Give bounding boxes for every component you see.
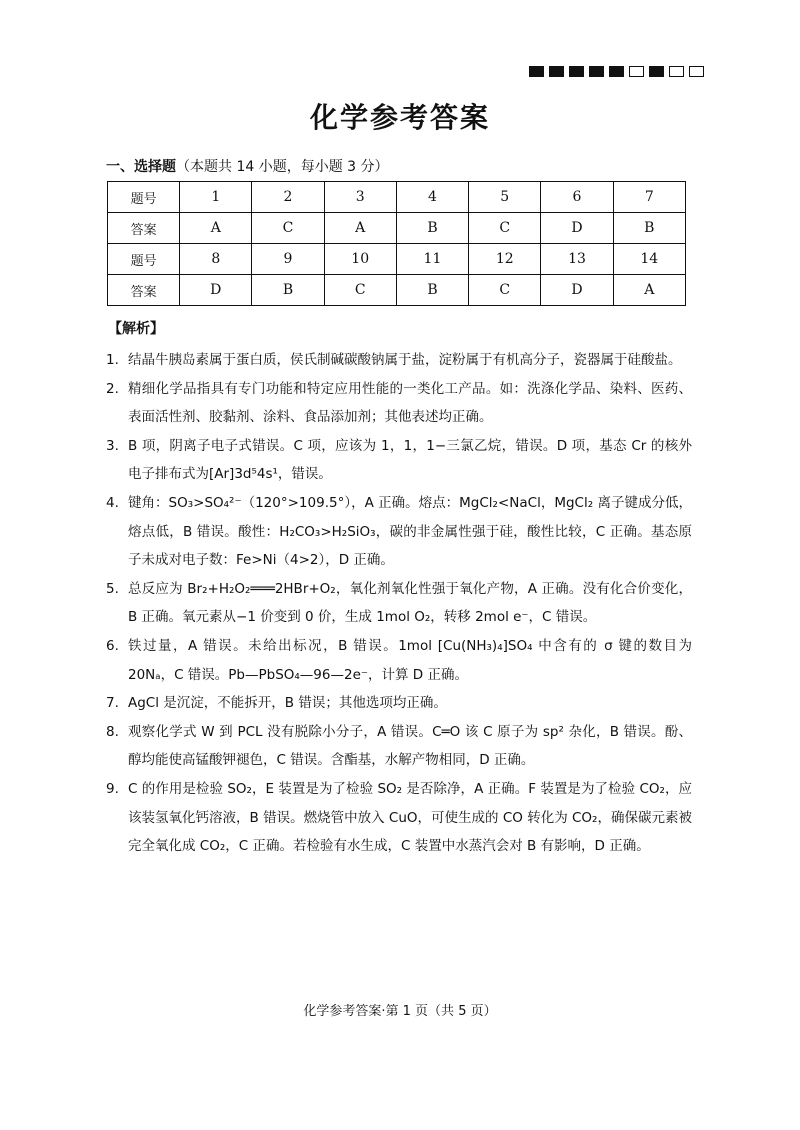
table-cell: 5 (469, 182, 541, 213)
table-cell: 14 (613, 244, 685, 275)
header-mark (569, 66, 584, 77)
table-cell: C (324, 275, 396, 306)
table-cell: A (324, 213, 396, 244)
analysis-item-text: 键角：SO₃>SO₄²⁻（120°>109.5°），A 正确。熔点：MgCl₂<NaCl，MgCl₂ 离子键成分低，熔点低，B 错误。酸性：H₂CO₃>H₂SiO₃，碳的非金属性强于硅，酸性比较，C 正确。基态原子未成对电子数：Fe>Ni（4>2），D 正确。 (128, 494, 692, 569)
analysis-item (106, 689, 692, 718)
header-mark (669, 66, 684, 77)
table-cell: 12 (469, 244, 541, 275)
analysis-item-text: 总反应为 Br₂+H₂O₂═══2HBr+O₂，氧化剂氧化性强于氧化产物，A 正确。没有化合价变化，B 正确。氧元素从−1 价变到 0 价，生成 1mol O₂，转移 2mol e⁻，C 错误。 (128, 580, 692, 626)
analysis-item-number: 3. (106, 437, 119, 454)
table-cell: D (180, 275, 252, 306)
page-footer: 化学参考答案·第 1 页（共 5 页） (303, 1004, 497, 1019)
row-label-cell: 答案 (108, 213, 180, 244)
table-cell: 13 (541, 244, 613, 275)
header-mark (629, 66, 644, 77)
header-mark (589, 66, 604, 77)
table-cell: 4 (396, 182, 468, 213)
analysis-item-number: 8. (106, 723, 119, 740)
header-marks (529, 66, 704, 77)
analysis-item-number: 4. (106, 494, 119, 511)
table-cell: 7 (613, 182, 685, 213)
table-cell: 2 (252, 182, 324, 213)
table-cell: B (396, 213, 468, 244)
table-cell: A (180, 213, 252, 244)
answer-table (107, 181, 686, 306)
row-label-cell: 题号 (108, 182, 180, 213)
table-cell: A (613, 275, 685, 306)
analysis-item (106, 489, 692, 575)
analysis-item-text: 精细化学品指具有专门功能和特定应用性能的一类化工产品。如：洗涤化学品、染料、医药、表面活性剂、胶黏剂、涂料、食品添加剂；其他表述均正确。 (128, 380, 692, 426)
analysis-item (106, 632, 692, 689)
analysis-item-number: 1. (106, 352, 119, 368)
analysis-item-text: C 的作用是检验 SO₂，E 装置是为了检验 SO₂ 是否除净，A 正确。F 装置是为了检验 CO₂，应该装氢氧化钙溶液，B 错误。燃烧管中放入 CuO，可使生成的 CO 转化为 CO₂，确保碳元素被完全氧化成 CO₂，C 正确。若检验有水生成，C 装置中水蒸汽会对 B 有影响，D 正确。 (128, 780, 692, 855)
analysis-item-text: 结晶牛胰岛素属于蛋白质，侯氏制碱碳酸钠属于盐，淀粉属于有机高分子，瓷器属于硅酸盐。 (128, 352, 682, 368)
analysis-item-text: 铁过量，A 错误。未给出标况，B 错误。1mol [Cu(NH₃)₄]SO₄ 中含有的 σ 键的数目为 20Nₐ，C 错误。Pb—PbSO₄—96—2e⁻，计算 D 正确。 (128, 637, 692, 683)
table-cell: 1 (180, 182, 252, 213)
analysis-item-number: 5. (106, 580, 119, 597)
analysis-item (106, 575, 692, 632)
header-mark (689, 66, 704, 77)
table-cell: C (469, 275, 541, 306)
analysis-item-text: AgCl 是沉淀，不能拆开，B 错误；其他选项均正确。 (128, 695, 447, 712)
analysis-item (106, 375, 692, 432)
analysis-item (106, 346, 692, 375)
analysis-item-number: 6. (106, 637, 119, 654)
analysis-item (106, 432, 692, 489)
table-cell: 6 (541, 182, 613, 213)
header-mark (549, 66, 564, 77)
analysis-item (106, 775, 692, 861)
analysis-item-text: B 项，阴离子电子式错误。C 项，应该为 1，1，1−三氯乙烷，错误。D 项，基态 Cr 的核外电子排布式为[Ar]3d⁵4s¹，错误。 (128, 437, 692, 483)
analysis-item-number: 9. (106, 780, 119, 797)
header-mark (529, 66, 544, 77)
analysis-item-number: 2. (106, 380, 119, 397)
row-label-cell: 答案 (108, 275, 180, 306)
table-cell: B (252, 275, 324, 306)
row-label-cell: 题号 (108, 244, 180, 275)
section-heading (106, 156, 389, 176)
analysis-list (106, 346, 692, 861)
table-cell: 11 (396, 244, 468, 275)
page-title: 化学参考答案 (309, 101, 490, 134)
table-row (108, 244, 686, 275)
table-cell: B (396, 275, 468, 306)
table-cell: 3 (324, 182, 396, 213)
table-row (108, 275, 686, 306)
table-row (108, 213, 686, 244)
section-prefix: 一、 (106, 159, 134, 175)
table-cell: B (613, 213, 685, 244)
table-cell: C (469, 213, 541, 244)
header-mark (609, 66, 624, 77)
table-cell: D (541, 275, 613, 306)
table-cell: 8 (180, 244, 252, 275)
analysis-item-text: 观察化学式 W 到 PCL 没有脱除小分子，A 错误。C═O 该 C 原子为 sp² 杂化，B 错误。酚、醇均能使高锰酸钾褪色，C 错误。含酯基，水解产物相同，D 正确。 (128, 723, 692, 769)
table-cell: 9 (252, 244, 324, 275)
table-cell: 10 (324, 244, 396, 275)
table-row (108, 182, 686, 213)
analysis-item-number: 7. (106, 695, 119, 712)
header-mark (649, 66, 664, 77)
section-name: 选择题 (134, 159, 176, 175)
table-cell: D (541, 213, 613, 244)
table-cell: C (252, 213, 324, 244)
analysis-heading: 【解析】 (108, 321, 164, 337)
analysis-item (106, 718, 692, 775)
section-note: （本题共 14 小题，每小题 3 分） (176, 159, 389, 175)
